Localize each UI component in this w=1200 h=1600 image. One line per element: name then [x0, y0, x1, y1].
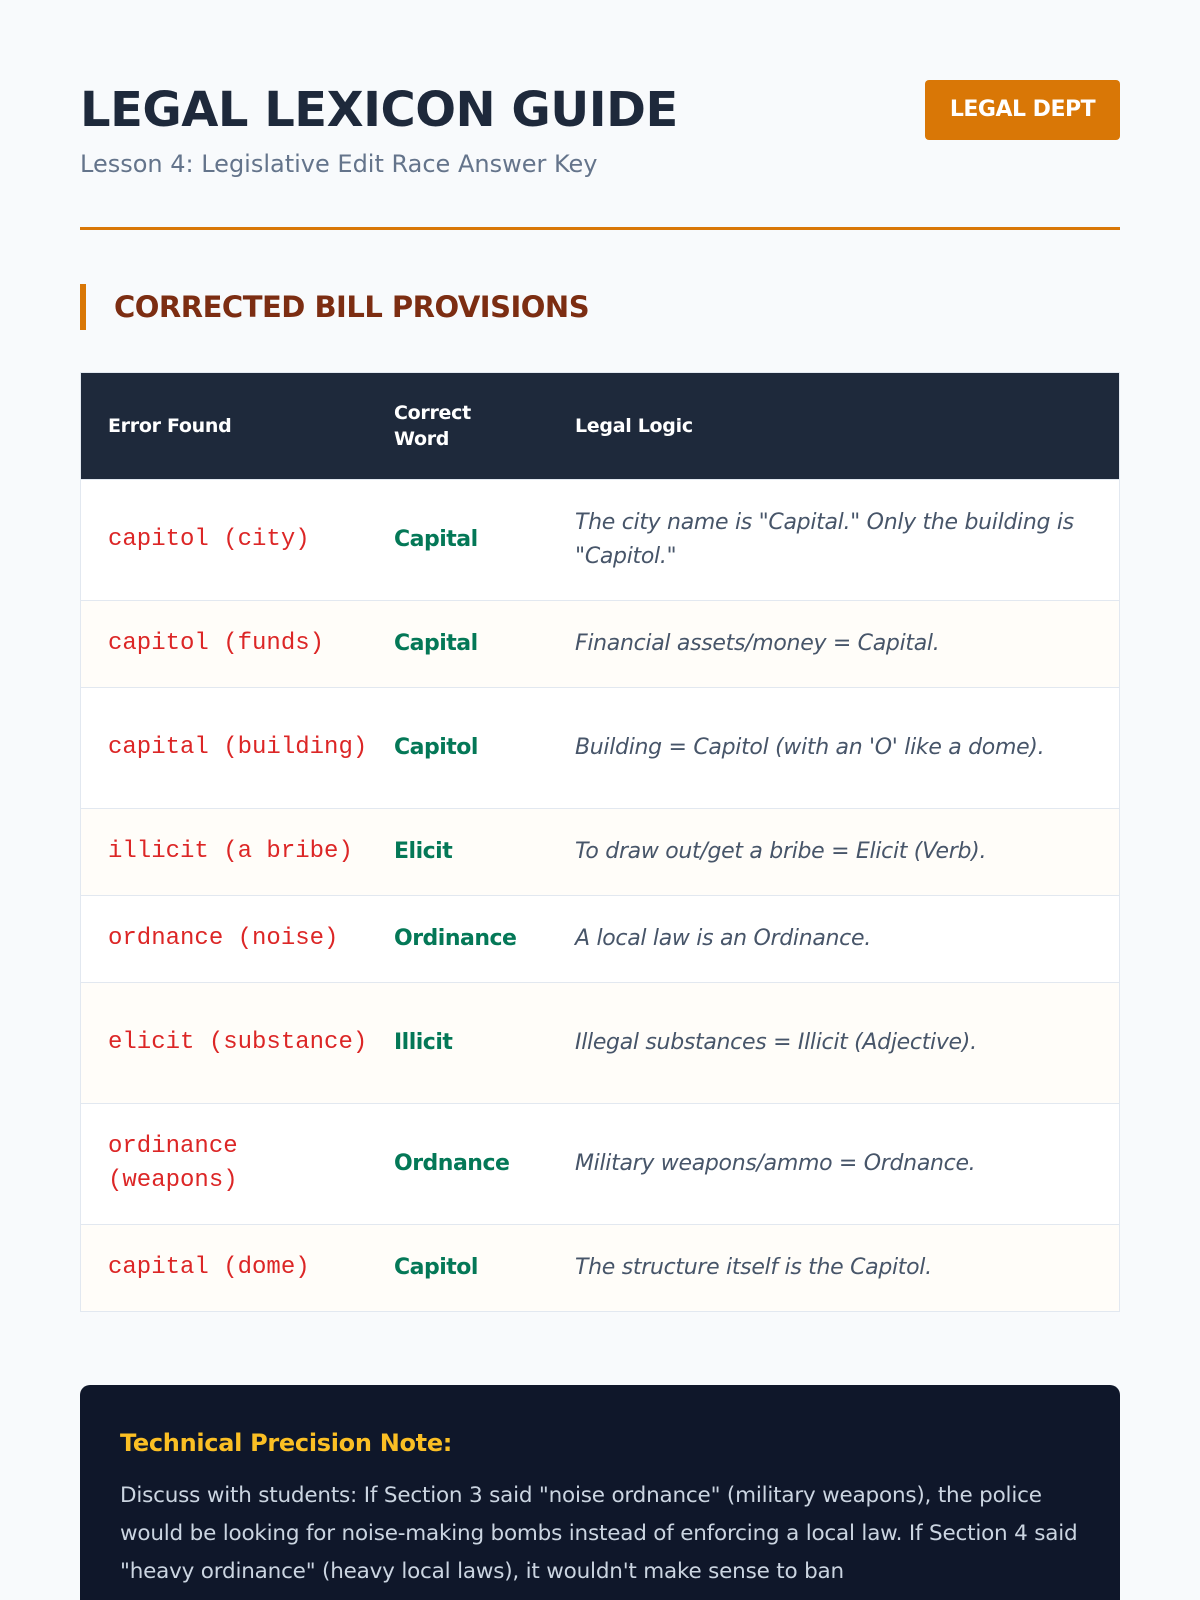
legal-logic-cell: The city name is "Capital." Only the building is "Capitol."	[575, 509, 1074, 569]
error-cell: ordinance (weapons)	[108, 1132, 238, 1194]
correct-word-cell: Capitol	[394, 735, 478, 760]
error-cell: capital (building)	[108, 733, 368, 761]
column-header-logic: Legal Logic	[575, 414, 693, 437]
error-cell: capitol (city)	[108, 525, 310, 553]
error-cell: ordnance (noise)	[108, 924, 339, 952]
table-row	[81, 479, 1119, 600]
table-row	[81, 1103, 1119, 1224]
legal-logic-cell: A local law is an Ordinance.	[575, 925, 871, 951]
correct-word-cell: Capitol	[394, 1255, 478, 1281]
column-header-error: Error Found	[108, 414, 232, 437]
correct-word-cell: Ordnance	[394, 1151, 510, 1176]
correct-word-cell: Capital	[394, 631, 478, 656]
page-header	[80, 0, 1120, 230]
error-cell: illicit (a bribe)	[108, 837, 353, 865]
table-row	[81, 808, 1119, 895]
correct-word-cell: Illicit	[394, 1030, 453, 1055]
table-header-row	[81, 373, 1119, 479]
error-cell: capitol (funds)	[108, 629, 325, 657]
page-title: LEGAL LEXICON GUIDE	[80, 82, 678, 138]
note-title: Technical Precision Note:	[120, 1429, 453, 1457]
table-row	[81, 982, 1119, 1103]
correct-word-cell: Capital	[394, 527, 478, 552]
provisions-table	[80, 372, 1120, 1312]
table-row	[81, 895, 1119, 982]
legal-logic-cell: Military weapons/ammo = Ordnance.	[575, 1150, 976, 1176]
legal-logic-cell: The structure itself is the Capitol.	[575, 1254, 932, 1280]
table-row	[81, 600, 1119, 687]
table-row	[81, 687, 1119, 808]
department-badge: LEGAL DEPT	[925, 80, 1120, 140]
correct-word-cell: Elicit	[394, 839, 453, 864]
legal-logic-cell: Financial assets/money = Capital.	[575, 630, 940, 656]
legal-logic-cell: Illegal substances = Illicit (Adjective).	[575, 1029, 977, 1055]
correct-word-cell: Ordinance	[394, 926, 517, 951]
column-header-correct: Correct Word	[394, 401, 471, 450]
error-cell: capital (dome)	[108, 1253, 310, 1281]
page-subtitle: Lesson 4: Legislative Edit Race Answer Key	[80, 150, 598, 178]
table-row	[81, 1224, 1119, 1311]
technical-note	[80, 1385, 1120, 1600]
error-cell: elicit (substance)	[108, 1028, 368, 1056]
note-body: Discuss with students: If Section 3 said "noise ordnance" (military weapons), the police would be looking for noise-making bombs instead of enforcing a local law. If Section 4 said "heavy ordinance" (heavy local laws), it wouldn't make sense to ban	[120, 1483, 1078, 1584]
section-heading: CORRECTED BILL PROVISIONS	[80, 284, 1120, 330]
legal-logic-cell: To draw out/get a bribe = Elicit (Verb).	[575, 838, 987, 864]
legal-logic-cell: Building = Capitol (with an 'O' like a dome).	[575, 734, 1045, 760]
